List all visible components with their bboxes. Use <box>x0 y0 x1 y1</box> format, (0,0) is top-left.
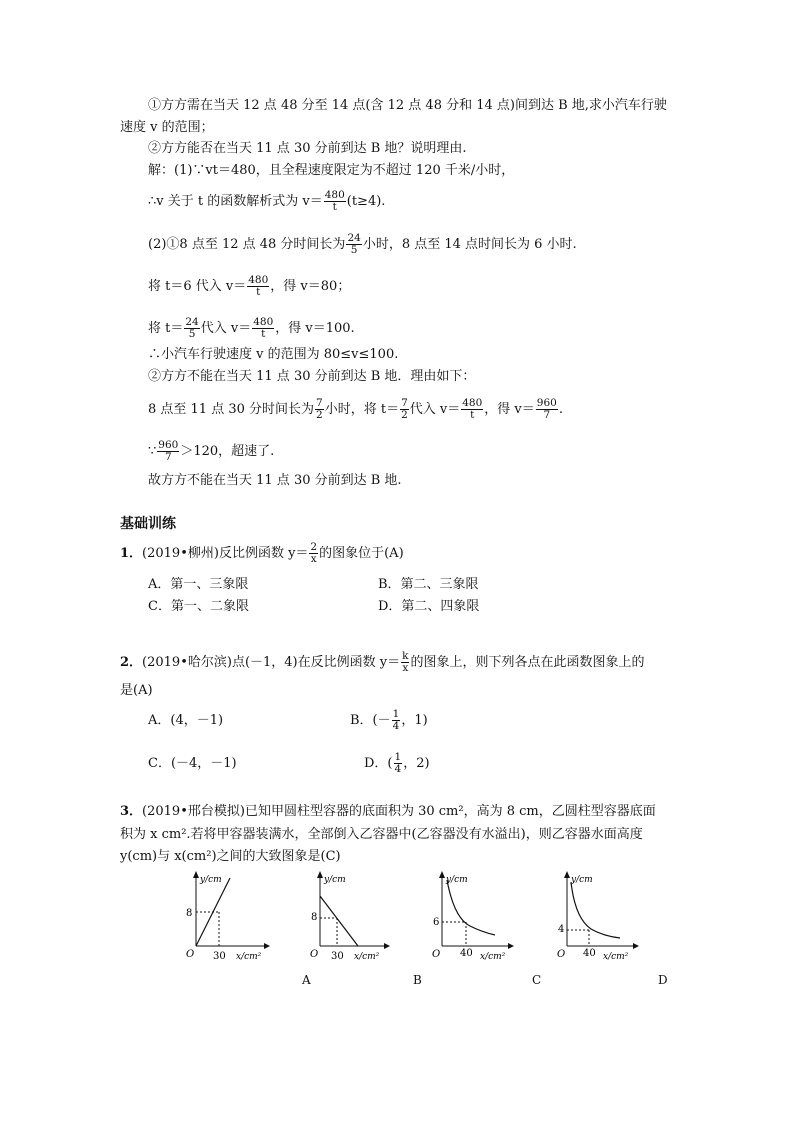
origin-label: O <box>186 949 195 960</box>
origin-label: O <box>432 949 441 960</box>
graph-a <box>180 868 270 963</box>
y-axis-arrow <box>193 871 199 878</box>
fraction: $\frac{24}{5}$ <box>185 316 199 340</box>
graph-c <box>420 868 515 963</box>
graph-label-c: C <box>532 973 542 987</box>
fraction: $\frac{7}{2}$ <box>401 397 408 421</box>
solution-line-4: 解：(1)∵vt＝480，且全程速度限定为不超过 120 千米/小时， <box>148 163 515 178</box>
q1-option-d: D．第二、四象限 <box>378 599 480 614</box>
solution-line-12: ∵ $\frac{960}{7}$ ＞120，超速了. <box>148 439 275 463</box>
solution-line-10: ②方方不能在当天 11 点 30 分前到达 B 地．理由如下： <box>148 369 476 384</box>
x-axis-arrow <box>508 943 514 949</box>
x-axis-arrow <box>264 943 270 949</box>
graph-curve <box>571 882 620 938</box>
y-axis-label: y/cm <box>200 875 222 885</box>
x-tick-label: 30 <box>331 951 344 962</box>
fraction: $\frac{2}{x}$ <box>310 541 318 565</box>
fraction: $\frac{480}{t}$ <box>462 397 483 421</box>
origin-label: O <box>310 949 319 960</box>
fraction: $\frac{480}{t}$ <box>324 189 345 213</box>
graph-label-a: A <box>302 973 311 987</box>
graph-curve <box>447 880 495 935</box>
x-axis-label: x/cm² <box>354 952 380 962</box>
x-axis-arrow <box>633 943 639 949</box>
graph-d <box>545 868 640 963</box>
graph-b <box>300 868 390 963</box>
y-tick-label: 8 <box>311 912 318 923</box>
x-axis-label: x/cm² <box>480 952 506 962</box>
question-2-stem-cont: 是(A) <box>120 683 153 698</box>
solution-line-3: ②方方能否在当天 11 点 30 分前到达 B 地？说明理由. <box>148 141 467 156</box>
graph-curve <box>320 896 358 946</box>
y-axis-arrow <box>317 871 323 878</box>
y-axis-label: y/cm <box>446 875 468 885</box>
q2-option-d: D．( $\frac{1}{4}$ ，2) <box>364 751 430 775</box>
fraction: $\frac{480}{t}$ <box>248 274 269 298</box>
q1-option-b: B．第二、三象限 <box>378 577 479 592</box>
y-tick-label: 4 <box>558 924 565 935</box>
question-1-stem: 1．(2019•柳州)反比例函数 y＝ $\frac{2}{x}$ 的图象位于(A) <box>120 541 404 565</box>
question-2-stem: 2．(2019•哈尔滨)点(－1，4)在反比例函数 y＝ $\frac{k}{x}$ 的图象上，则下列各点在此函数图象上的 <box>120 650 645 674</box>
x-tick-label: 40 <box>583 948 596 959</box>
q2-option-b: B．(－ $\frac{1}{4}$ ，1) <box>350 708 428 732</box>
fraction: $\frac{7}{2}$ <box>316 397 323 421</box>
solution-line-5: ∴v 关于 t 的函数解析式为 v＝ $\frac{480}{t}$ (t≥4). <box>148 189 386 213</box>
solution-line-11: 8 点至 11 点 30 分时间长为 $\frac{7}{2}$ 小时，将 t＝ $\frac{7}{2}$ 代入 v＝ $\frac{480}{t}$ ，得 v＝ $\frac{960}{7}$ . <box>148 397 563 421</box>
solution-line-13: 故方方不能在当天 11 点 30 分前到达 B 地. <box>148 473 402 488</box>
section-title: 基础训练 <box>120 516 176 532</box>
fraction: $\frac{960}{7}$ <box>536 397 557 421</box>
fraction: $\frac{480}{t}$ <box>253 316 274 340</box>
q2-option-c: C．(－4，－1) <box>148 756 237 771</box>
graph-label-b: B <box>413 973 422 987</box>
q2-option-a: A．(4，－1) <box>148 713 224 728</box>
solution-line-2: 速度 v 的范围； <box>120 120 214 135</box>
x-tick-label: 40 <box>460 948 473 959</box>
question-3-line-1: 3．(2019•邢台模拟)已知甲圆柱型容器的底面积为 30 cm²，高为 8 cm，乙圆柱型容器底面 <box>120 804 656 819</box>
fraction: $\frac{1}{4}$ <box>394 751 402 775</box>
q1-option-a: A．第一、三象限 <box>148 577 249 592</box>
y-axis-arrow <box>439 871 445 878</box>
solution-line-7: 将 t＝6 代入 v＝ $\frac{480}{t}$ ，得 v＝80； <box>148 274 351 298</box>
x-axis-label: x/cm² <box>236 952 262 962</box>
origin-label: O <box>557 949 566 960</box>
y-tick-label: 6 <box>433 917 440 928</box>
solution-line-9: ∴小汽车行驶速度 v 的范围为 80≤v≤100. <box>148 347 399 362</box>
solution-line-1: ①方方需在当天 12 点 48 分至 14 点(含 12 点 48 分和 14 点)间到达 B 地,求小汽车行驶 <box>148 98 667 113</box>
question-3-line-2: 积为 x cm².若将甲容器装满水，全部倒入乙容器中(乙容器没有水溢出)，则乙容器水面高度 <box>120 827 643 842</box>
solution-line-8: 将 t＝ $\frac{24}{5}$ 代入 v＝ $\frac{480}{t}$ ，得 v＝100. <box>148 316 355 340</box>
graph-label-d: D <box>658 973 668 987</box>
fraction: $\frac{24}{5}$ <box>347 232 361 256</box>
x-axis-label: x/cm² <box>603 952 629 962</box>
question-3-line-3: y(cm)与 x(cm²)之间的大致图象是(C) <box>120 849 341 864</box>
y-axis-label: y/cm <box>324 875 346 885</box>
solution-line-6: (2)①8 点至 12 点 48 分时间长为 $\frac{24}{5}$ 小时，8 点至 14 点时间长为 6 小时. <box>148 232 577 256</box>
y-axis-label: y/cm <box>571 875 593 885</box>
fraction: $\frac{960}{7}$ <box>158 439 179 463</box>
y-axis-arrow <box>564 871 570 878</box>
fraction: $\frac{1}{4}$ <box>392 708 400 732</box>
y-tick-label: 8 <box>186 908 193 919</box>
fraction: $\frac{k}{x}$ <box>402 650 409 674</box>
q1-option-c: C．第一、二象限 <box>148 599 249 614</box>
x-axis-arrow <box>384 943 390 949</box>
x-tick-label: 30 <box>213 951 226 962</box>
